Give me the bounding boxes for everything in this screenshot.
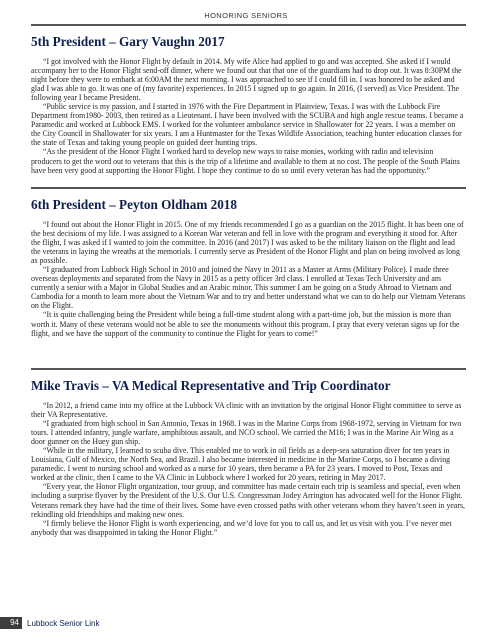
section-gary-vaughn <box>31 24 466 175</box>
paragraph: “I got involved with the Honor Flight by default in 2014. My wife Alice had applied to go and was accepted. She asked if I would accompany her to the Honor Flight send-off dinner, where we found out that that one of the guardians had to drop out. It was 8:30PM the night before they were to embark at 6:00AM the next morning. I was approached to see if I could fill in. I was honored to be asked and glad I was able to go. It was one of (my favorite) experiences. In 2015 I signed up to go again. In 2016, (I served) as Vice President. The following year I became President. <box>31 57 462 103</box>
section-divider <box>31 187 466 189</box>
page-footer <box>0 617 100 629</box>
paragraph: “It is quite challenging being the President while being a full-time student along with a part-time job, but the mission is more than worth it. Many of these veterans would not be able to see the monuments without this program. I pray that every veteran signs up for the flight, and we have the support of the community to continue the Flight for years to come!” <box>31 310 460 338</box>
section-heading: 6th President – Peyton Oldham 2018 <box>31 197 237 212</box>
paragraph: “I graduated from Lubbock High School in 2010 and joined the Navy in 2011 as a Master at Arms (Military Police). I made three overseas deployments and separated from the Navy in 2015 as a petty officer 3rd class. I enrolled at Texas Tech University and am currently a senior with a Major in Global Studies and an Arabic minor. This summer I am be going on a Study Abroad to Vietnam and Cambodia for a month to learn more about the Vietnam War and to try and better understand what we can to do help our Vietnam Veterans on the Flight. <box>31 265 466 311</box>
section-heading: Mike Travis – VA Medical Representative and Trip Coordinator <box>31 378 391 393</box>
paragraph: “I graduated from high school in San Antonio, Texas in 1968. I was in the Marine Corps from 1968-1972, serving in Vietnam for two tours. I attended infantry, jungle warfare, amphibious assault, and NCO school. We carried the M16; I was in the Marine Air Wing as a door gunner on the Huey gun ship. <box>31 419 462 447</box>
section-mike-travis <box>31 368 466 537</box>
section-peyton-oldham <box>31 187 466 338</box>
running-head: HONORING SENIORS <box>204 11 288 20</box>
paragraph: “In 2012, a friend came into my office at the Lubbock VA clinic with an invitation by the original Honor Flight committee to serve as their VA Representative. <box>31 401 462 420</box>
paragraph: “I firmly believe the Honor Flight is worth experiencing, and we’d love for you to call us, and let us visit with you. I’ve never met anybody that was disappointed in taking the Honor Flight.” <box>31 518 452 537</box>
paragraph: “While in the military, I learned to scuba dive. This enabled me to work in oil fields as a deep-sea saturation diver for ten years in Louisiana, Gulf of Mexico, the North Sea, and Brazil. I also became interested in medicine in the Marine Corps, so I became a diving paramedic. I went to nursing school and worked as a nurse for 10 years, then became a PA for 23 years. I moved to Post, Texas and worked at the clinic, then I came to the VA Clinic in Lubbock where I worked for 20 years, retiring in May 2017. <box>31 446 451 483</box>
paragraph: “Public service is my passion, and I started in 1976 with the Fire Department in Plainview, Texas. I was with the Lubbock Fire Department from1980- 2003, then retired as a Lieutenant. I have been involved with the SCUBA and high angle rescue teams. I became a Paramedic and worked at Lubbock EMS. I worked for the volunteer ambulance service in Shallowater for 22 years. I was a member on the City Council in Shallowater for six years. I am a Huntmaster for the Texas Wildlife Association, teaching hunter education classes for the state of Texas and taking young people on guided deer hunting trips. <box>31 102 464 148</box>
section-heading: 5th President – Gary Vaughn 2017 <box>31 34 225 49</box>
paragraph: “Every year, the Honor Flight organization, tour group, and committee has made certain each trip is seamless and special, even when including a surprise flyover by the President of the U.S. Our U.S. Congressman Jodey Arrington has advocated well for the Honor Flight. Veterans remark they have had the time of their lives. Some have even crossed paths with other veterans whom they haven’t seen in years, rekindling old friendships and making new ones. <box>31 482 465 519</box>
paragraph: “I found out about the Honor Flight in 2015. One of my friends recommended I go as a guardian on the 2015 flight. It has been one of the best decisions of my life. I was assigned to a Korean War veteran and fell in love with the program and everything it stood for. After the flight, I was asked if I wanted to join the committee. In 2016 (and 2017) I was asked to be the military liaison on the flight and lead the veterans in laying the wreaths at the memorials. I currently serve as President of the Honor Flight and plan on being involved as long as possible. <box>31 220 464 266</box>
paragraph: “As the president of the Honor Flight I worked hard to develop new ways to raise monies, working with radio and television producers to get the word out to veterans that this is the trip of a lifetime and available to them at no cost. The people of the South Plains have been very good at supporting the Honor Flight. I hope they continue to do so until every veteran has had the opportunity.” <box>31 147 460 175</box>
page-number: 94 <box>0 617 22 629</box>
publication-name: Lubbock Senior Link <box>27 618 100 628</box>
section-divider <box>31 368 466 370</box>
section-divider <box>31 24 466 26</box>
